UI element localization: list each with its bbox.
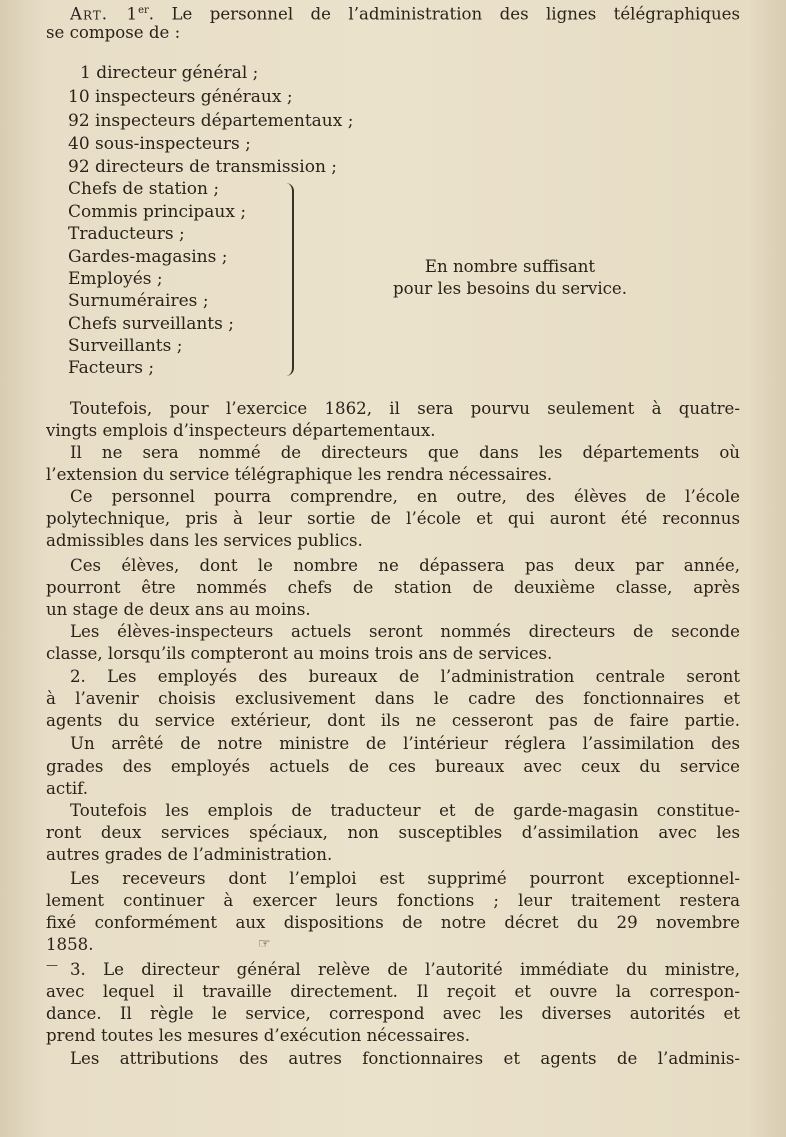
intro-end: se compose de : bbox=[46, 23, 181, 42]
text-line: l’extension du service télégraphique les rendra nécessaires. bbox=[46, 465, 553, 484]
text-line: Un arrêté de notre ministre de l’intérieur réglera l’assimilation des bbox=[70, 734, 740, 753]
text-line: admissibles dans les services publics. bbox=[46, 531, 363, 550]
staff-item: 10 inspecteurs généraux ; bbox=[68, 87, 293, 107]
text-line: Toutefois, pour l’exercice 1862, il sera pourvu seulement à quatre- bbox=[70, 399, 740, 418]
text-line: actif. bbox=[46, 779, 88, 798]
brace-note-line: En nombre suffisant bbox=[424, 257, 596, 276]
text-line: Les élèves-inspecteurs actuels seront nommés directeurs de seconde bbox=[70, 622, 740, 641]
text-line: Ces élèves, dont le nombre ne dépassera pas deux par année, bbox=[70, 556, 740, 575]
staff-item: 40 sous-inspecteurs ; bbox=[68, 134, 251, 154]
article-superscript: er bbox=[138, 5, 149, 16]
text-line: Ce personnel pourra comprendre, en outre, des élèves de l’école bbox=[70, 487, 740, 506]
text-line: prend toutes les mesures d’exécution nécessaires. bbox=[46, 1026, 470, 1045]
article-label: Art. 1 bbox=[70, 4, 139, 24]
text-line: Il ne sera nommé de directeurs que dans les départements où bbox=[70, 443, 740, 462]
staff-item: Chefs de station ; bbox=[68, 179, 220, 199]
pointing-hand-icon: ☞ bbox=[258, 936, 271, 952]
text-line: fixé conformément aux dispositions de notre décret du 29 novembre bbox=[46, 913, 740, 932]
text-line: classe, lorsqu’ils compteront au moins trois ans de services. bbox=[46, 644, 553, 663]
text-line: agents du service extérieur, dont ils ne cesseront pas de faire partie. bbox=[46, 711, 740, 730]
article-heading-text: . Le personnel de l’administration des lignes télégraphiques bbox=[148, 4, 741, 24]
text-line: un stage de deux ans au moins. bbox=[46, 600, 311, 619]
dash-mark-icon: — bbox=[46, 958, 58, 972]
list-bracket bbox=[282, 183, 294, 376]
text-line: Toutefois les emplois de traducteur et de garde-magasin constitue- bbox=[70, 801, 740, 820]
text-line: 1858. bbox=[46, 935, 94, 954]
staff-item: Surnuméraires ; bbox=[68, 291, 209, 311]
text-line: ront deux services spéciaux, non susceptibles d’assimilation avec les bbox=[46, 823, 740, 842]
text-line: avec lequel il travaille directement. Il reçoit et ouvre la correspon- bbox=[46, 982, 740, 1001]
text-line: Les attributions des autres fonctionnaires et agents de l’adminis- bbox=[70, 1049, 740, 1068]
text-line: pourront être nommés chefs de station de deuxième classe, après bbox=[46, 578, 740, 597]
staff-item: Commis principaux ; bbox=[68, 202, 247, 222]
text-line: Les receveurs dont l’emploi est supprimé pourront exceptionnel- bbox=[70, 869, 740, 888]
text-line: dance. Il règle le service, correspond avec les diverses autorités et bbox=[46, 1004, 740, 1023]
staff-item: Facteurs ; bbox=[68, 358, 155, 378]
staff-item: 92 directeurs de transmission ; bbox=[68, 157, 338, 177]
text-line: grades des employés actuels de ces bureaux avec ceux du service bbox=[46, 757, 740, 776]
text-line: lement continuer à exercer leurs fonctions ; leur traitement restera bbox=[46, 891, 740, 910]
staff-item: Traducteurs ; bbox=[68, 224, 185, 244]
text-line: polytechnique, pris à leur sortie de l’école et qui auront été reconnus bbox=[46, 509, 740, 528]
brace-note-line: pour les besoins du service. bbox=[392, 279, 628, 298]
staff-item: 92 inspecteurs départementaux ; bbox=[68, 111, 354, 131]
staff-item: Gardes-magasins ; bbox=[68, 247, 228, 267]
text-line: autres grades de l’administration. bbox=[46, 845, 333, 864]
text-line: 3. Le directeur général relève de l’autorité immédiate du ministre, bbox=[70, 960, 740, 979]
staff-item: Surveillants ; bbox=[68, 336, 183, 356]
staff-item: 1 directeur général ; bbox=[80, 63, 259, 83]
text-line: 2. Les employés des bureaux de l’administration centrale seront bbox=[70, 667, 740, 686]
staff-item: Employés ; bbox=[68, 269, 163, 289]
text-line: vingts emplois d’inspecteurs départementaux. bbox=[46, 421, 436, 440]
staff-item: Chefs surveillants ; bbox=[68, 314, 234, 334]
text-line: à l’avenir choisis exclusivement dans le cadre des fonctionnaires et bbox=[46, 689, 740, 708]
